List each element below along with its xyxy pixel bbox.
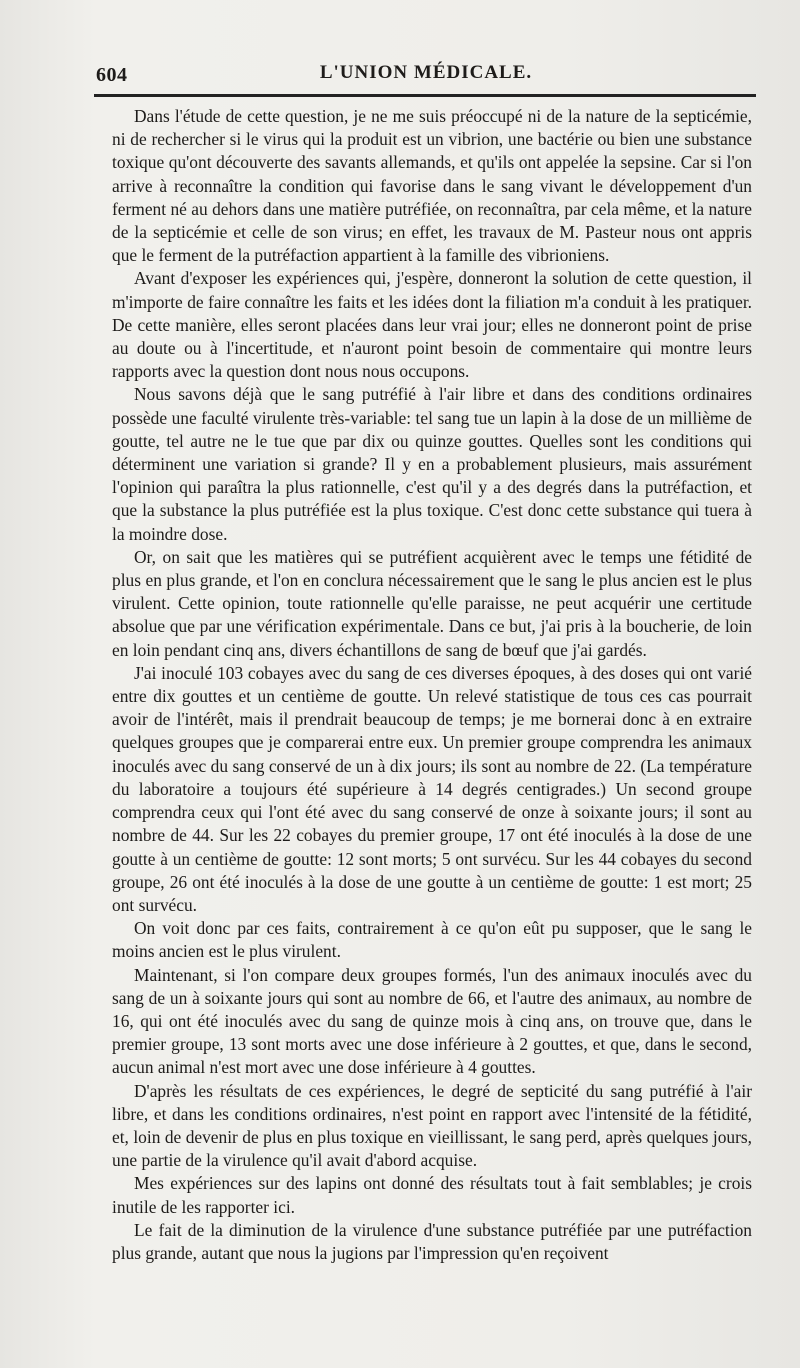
paragraph: D'après les résultats de ces expériences, le degré de septicité du sang putréfié à l'air libre, et dans les conditions ordinaires, n'est point en rapport avec l'intensité de la fétidité, et, loin de devenir de plus en plus toxique en vieillissant, le sang perd, après quelques jours, une partie de la virulence qu'il avait d'abord acquise. (112, 1080, 752, 1171)
paragraph: Le fait de la diminution de la virulence d'une substance putréfiée par une putréfaction plus grande, autant que nous la jugions par l'impression qu'en reçoivent (112, 1219, 752, 1263)
paragraph: On voit donc par ces faits, contrairement à ce qu'on eût pu supposer, que le sang le moins ancien est le plus virulent. (112, 918, 752, 962)
paragraph: Avant d'exposer les expériences qui, j'espère, donneront la solution de cette question, il m'importe de faire connaître les faits et les idées dont la filiation m'a conduit à les pratiquer. De cette manière, elles seront placées dans leur vrai jour; elles ne donneront point de prise au doute ou à l'incertitude, et n'auront point besoin de commentaire qui montre leurs rapports avec la question dont nous nous occupons. (112, 268, 752, 382)
paragraph: Dans l'étude de cette question, je ne me suis préoccupé ni de la nature de la septicémie, ni de rechercher si le virus qui la produit est un vibrion, une bactérie ou bien une substance toxique qu'ont découverte des savants allemands, et qu'ils ont appelée la sepsine. Car si l'on arrive à reconnaître la condition qui favorise dans le sang vivant le développement d'un ferment né au dehors dans une matière putréfiée, on reconnaîtra, par cela même, et la nature de la septicémie et celle de son virus; en effet, les travaux de M. Pasteur nous ont appris que le ferment de la putréfaction appartient à la famille des vibrioniens. (112, 106, 752, 266)
paragraph: Maintenant, si l'on compare deux groupes formés, l'un des animaux inoculés avec du sang de un à soixante jours qui sont au nombre de 66, et l'autre des animaux, au nombre de 16, qui ont été inoculés avec du sang de quinze mois à cinq ans, on trouve que, dans le premier groupe, 13 sont morts avec une dose inférieure à 2 gouttes, et que, dans le second, aucun animal n'est mort avec une dose inférieure à 4 gouttes. (112, 964, 752, 1078)
paragraph: Nous savons déjà que le sang putréfié à l'air libre et dans des conditions ordinaires possède une faculté virulente très-variable: tel sang tue un lapin à la dose de un millième de goutte, tel autre ne le tue que par dix ou quinze gouttes. Quelles sont les conditions qui déterminent une variation si grande? Il y en a probablement plusieurs, mais assurément l'opinion qui paraîtra la plus rationnelle, c'est qu'il y a des degrés dans la putréfaction, et que la substance la plus putréfiée est la plus toxique. C'est donc cette substance qui tuera à la moindre dose. (112, 384, 752, 544)
article-body (112, 105, 752, 1265)
paragraph: Or, on sait que les matières qui se putréfient acquièrent avec le temps une fétidité de plus en plus grande, et l'on en conclura nécessairement que le sang le plus ancien est le plus virulent. Cette opinion, toute rationnelle qu'elle paraisse, ne peut acquérir une certitude absolue que par une vérification expérimentale. Dans ce but, j'ai pris à la boucherie, de loin en loin pendant cinq ans, divers échantillons de sang de bœuf que j'ai gardés. (112, 546, 752, 660)
paragraph: J'ai inoculé 103 cobayes avec du sang de ces diverses époques, à des doses qui ont varié entre dix gouttes et un centième de goutte. Un relevé statistique de tous ces cas pourrait avoir de l'intérêt, mais il prendrait beaucoup de temps; je me bornerai donc à en extraire quelques groupes que je comparerai entre eux. Un premier groupe comprendra les animaux inoculés avec du sang conservé de un à dix jours; ils sont au nombre de 22. (La température du laboratoire a toujours été supérieure à 14 degrés centigrades.) Un second groupe comprendra ceux qui l'ont été avec du sang conservé de onze à soixante jours; il sont au nombre de 44. Sur les 22 cobayes du premier groupe, 17 ont été inoculés à la dose de une goutte à un centième de goutte: 12 sont morts; 5 ont survécu. Sur les 44 cobayes du second groupe, 26 ont été inoculés à la dose de une goutte à un centième de goutte: 1 est mort; 25 ont survécu. (112, 662, 752, 915)
paragraph: Mes expériences sur des lapins ont donné des résultats tout à fait semblables; je crois inutile de les rapporter ici. (112, 1173, 752, 1217)
page-header (96, 58, 756, 88)
header-rule (94, 94, 756, 97)
page-number: 604 (96, 64, 128, 86)
running-title: L'UNION MÉDICALE. (319, 62, 533, 83)
